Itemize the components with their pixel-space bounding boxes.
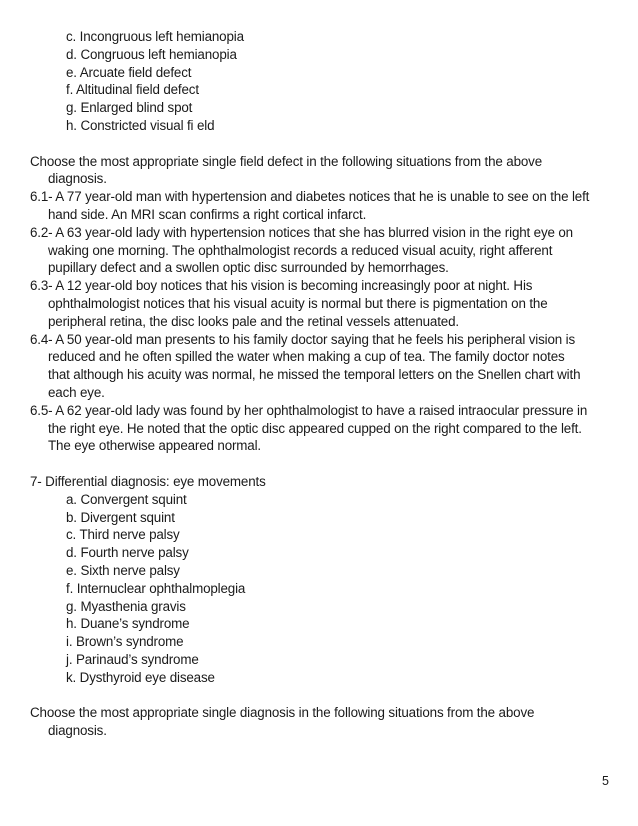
question-6-5-line: 6.5- A 62 year-old lady was found by her ophthalmologist to have a raised intraocular pressure in [30, 402, 588, 418]
diagnosis-option-f: f. Internuclear ophthalmoplegia [66, 580, 246, 596]
diagnosis-option-h: h. Duane’s syndrome [66, 616, 190, 632]
field-defect-option-e: e. Arcuate field defect [66, 64, 192, 80]
diagnosis-option-d: d. Fourth nerve palsy [66, 545, 189, 561]
question-6-4-line: 6.4- A 50 year-old man presents to his family doctor saying that he feels his peripheral vision is [30, 331, 576, 347]
question-6-1-line: hand side. An MRI scan confirms a right cortical infarct. [48, 207, 367, 222]
field-defect-option-f: f. Altitudinal field defect [66, 82, 199, 98]
diagnosis-option-j: j. Parinaud’s syndrome [66, 652, 199, 667]
page-number: 5 [602, 774, 609, 788]
diagnosis-option-e: e. Sixth nerve palsy [66, 563, 180, 578]
field-defect-option-d: d. Congruous left hemianopia [66, 46, 237, 62]
question-6-3-line: ophthalmologist notices that his visual acuity is normal but there is pigmentation on the [48, 296, 548, 311]
diagnosis-option-c: c. Third nerve palsy [66, 527, 180, 543]
question-6-2-line: pupillary defect and a swollen optic disc surrounded by hemorrhages. [48, 260, 449, 276]
question-6-4-line: each eye. [48, 385, 105, 400]
instruction-line: Choose the most appropriate single field defect in the following situations from the above [30, 153, 543, 169]
question-6-1-line: 6.1- A 77 year-old man with hypertension and diabetes notices that he is unable to see on the left [30, 189, 590, 205]
diagnosis-option-k: k. Dysthyroid eye disease [66, 669, 215, 685]
diagnosis-option-g: g. Myasthenia gravis [66, 598, 186, 614]
instruction-line: Choose the most appropriate single diagnosis in the following situations from the above [30, 705, 535, 721]
question-6-5-line: the right eye. He noted that the optic disc appeared cupped on the right compared to the left. [48, 420, 582, 436]
field-defect-option-h: h. Constricted visual fi eld [66, 118, 215, 133]
diagnosis-option-a: a. Convergent squint [66, 491, 187, 507]
question-6-3-line: peripheral retina, the disc looks pale and the retinal vessels attenuated. [48, 313, 459, 329]
instruction-line: diagnosis. [48, 171, 107, 187]
question-6-4-line: that although his acuity was normal, he missed the temporal letters on the Snellen chart with [48, 367, 581, 383]
question-6-2-line: 6.2- A 63 year-old lady with hypertension notices that she has blurred vision in the right eye on [30, 224, 573, 240]
instruction-line: diagnosis. [48, 723, 107, 739]
field-defect-option-c: c. Incongruous left hemianopia [66, 29, 244, 44]
field-defect-option-g: g. Enlarged blind spot [66, 100, 193, 116]
question-6-2-line: waking one morning. The ophthalmologist records a reduced visual acuity, right afferent [48, 242, 553, 258]
question-6-4-line: reduced and he often spilled the water when making a cup of tea. The family doctor notes [48, 349, 565, 365]
question-6-5-line: The eye otherwise appeared normal. [48, 438, 261, 454]
section-7-heading: 7- Differential diagnosis: eye movements [30, 474, 266, 489]
question-6-3-line: 6.3- A 12 year-old boy notices that his vision is becoming increasingly poor at night. His [30, 278, 533, 294]
diagnosis-option-b: b. Divergent squint [66, 509, 175, 525]
diagnosis-option-i: i. Brown’s syndrome [66, 634, 184, 650]
